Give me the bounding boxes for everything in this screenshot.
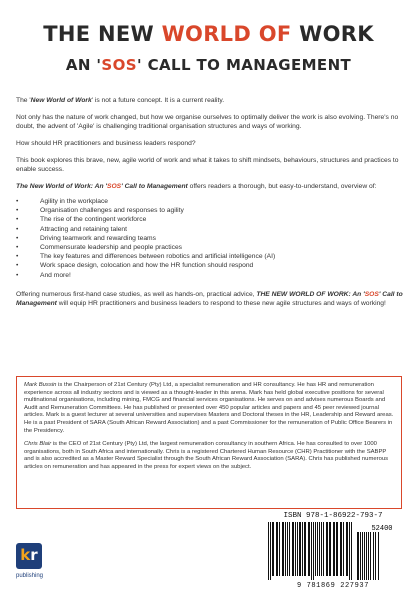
list-item: • Attracting and retaining talent	[16, 225, 404, 234]
isbn-barcode	[262, 512, 404, 594]
blurb-paragraph-3: How should HR practitioners and business leaders respond?	[16, 140, 196, 147]
blurb-paragraph-1: The 'New World of Work' is not a future concept. It is a current reality.	[16, 97, 225, 104]
barcode-digits: 9 781869 227937	[296, 582, 369, 590]
list-item: • Agility in the workplace	[16, 197, 404, 206]
author-name-2: Chris Blair	[24, 441, 52, 448]
kr-logo-icon: kr	[16, 543, 42, 569]
book-subtitle: AN 'SOS' CALL TO MANAGEMENT	[65, 56, 352, 74]
blurb	[16, 96, 404, 316]
topic-list	[16, 197, 404, 280]
author-name-1: Mark Bussin	[24, 382, 57, 388]
list-item: • Work space design, colocation and how the HR function should respond	[16, 261, 404, 270]
book-title: THE NEW WORLD OF WORK	[43, 22, 374, 46]
isbn-addon: 52400	[371, 525, 393, 533]
blurb-paragraph-5: The New World of Work: An 'SOS' Call to Management offers readers a thorough, but easy-to-understand, overview of:	[16, 183, 377, 190]
blurb-paragraph-6: Offering numerous first-hand case studies, as well as hands-on, practical advice, THE NEW WORLD OF WORK: An 'SOS' Call to Management will equip HR practitioners and business leaders to respond to these new agile structures and ways of working!	[16, 290, 403, 307]
barcode-icon	[266, 522, 400, 582]
list-item: • Commensurate leadership and people practices	[16, 243, 404, 252]
list-item: • Driving teamwork and rewarding teams	[16, 234, 404, 243]
author-bios	[16, 376, 402, 509]
subtitle-accent: SOS	[101, 56, 137, 74]
publisher-name: publishing	[16, 573, 44, 579]
blurb-paragraph-4: This book explores this brave, new, agile world of work and what it takes to shift mindsets, behaviours, structures and practices to enable success.	[16, 157, 399, 173]
title-accent: WORLD OF	[161, 22, 292, 46]
list-item: • And more!	[16, 271, 404, 280]
author-bio-2: Chris Blair is the CEO of 21st Century (Pty) Ltd, the largest remuneration consultancy in southern Africa. He has consulted to over 1000 organisations, both in South Africa and internationally. Chris is a registered Chartered Human Resource (CHR) Practitioner with the SABPP and is also accredited as a Master Reward Specialist through the South African Reward Association (SARA). Chris has published numerous articles on remuneration and has appeared in the press for expert views on the subject.	[24, 441, 389, 470]
list-item: • The key features and differences between robotics and artificial intelligence (AI)	[16, 252, 404, 261]
blurb-paragraph-2: Not only has the nature of work changed, but how we organise ourselves to optimally deliver the work is also evolving. There's no doubt, the advent of 'Agile' is challenging traditional organisation structures and ways of working.	[16, 114, 399, 130]
isbn-text: ISBN 978-1-86922-793-7	[283, 512, 383, 520]
author-bio-1: Mark Bussin is the Chairperson of 21st Century (Pty) Ltd, a specialist remuneration and HR consultancy. He has HR and remuneration experience across all industry sectors and is viewed as a thought-leader in this arena. Mark has held global executive positions for several multinational organisations, including mining, FMCG and financial services organisations. He serves on and advises numerous Boards and Audit and Remuneration Committees. He has published or presented over 450 popular articles and papers and 45 peer reviewed journal articles. Mark is a guest lecturer at several universities and supervises Masters and Doctoral theses in the HR, Leadership and Reward areas. He is a past President of SARA (South African Reward Association) and a past Commissioner for the remuneration of Public Office Bearers in the Presidency.	[24, 382, 394, 434]
list-item: • Organisation challenges and responses to agility	[16, 206, 404, 215]
list-item: • The rise of the contingent workforce	[16, 215, 404, 224]
publisher-logo	[16, 543, 56, 593]
